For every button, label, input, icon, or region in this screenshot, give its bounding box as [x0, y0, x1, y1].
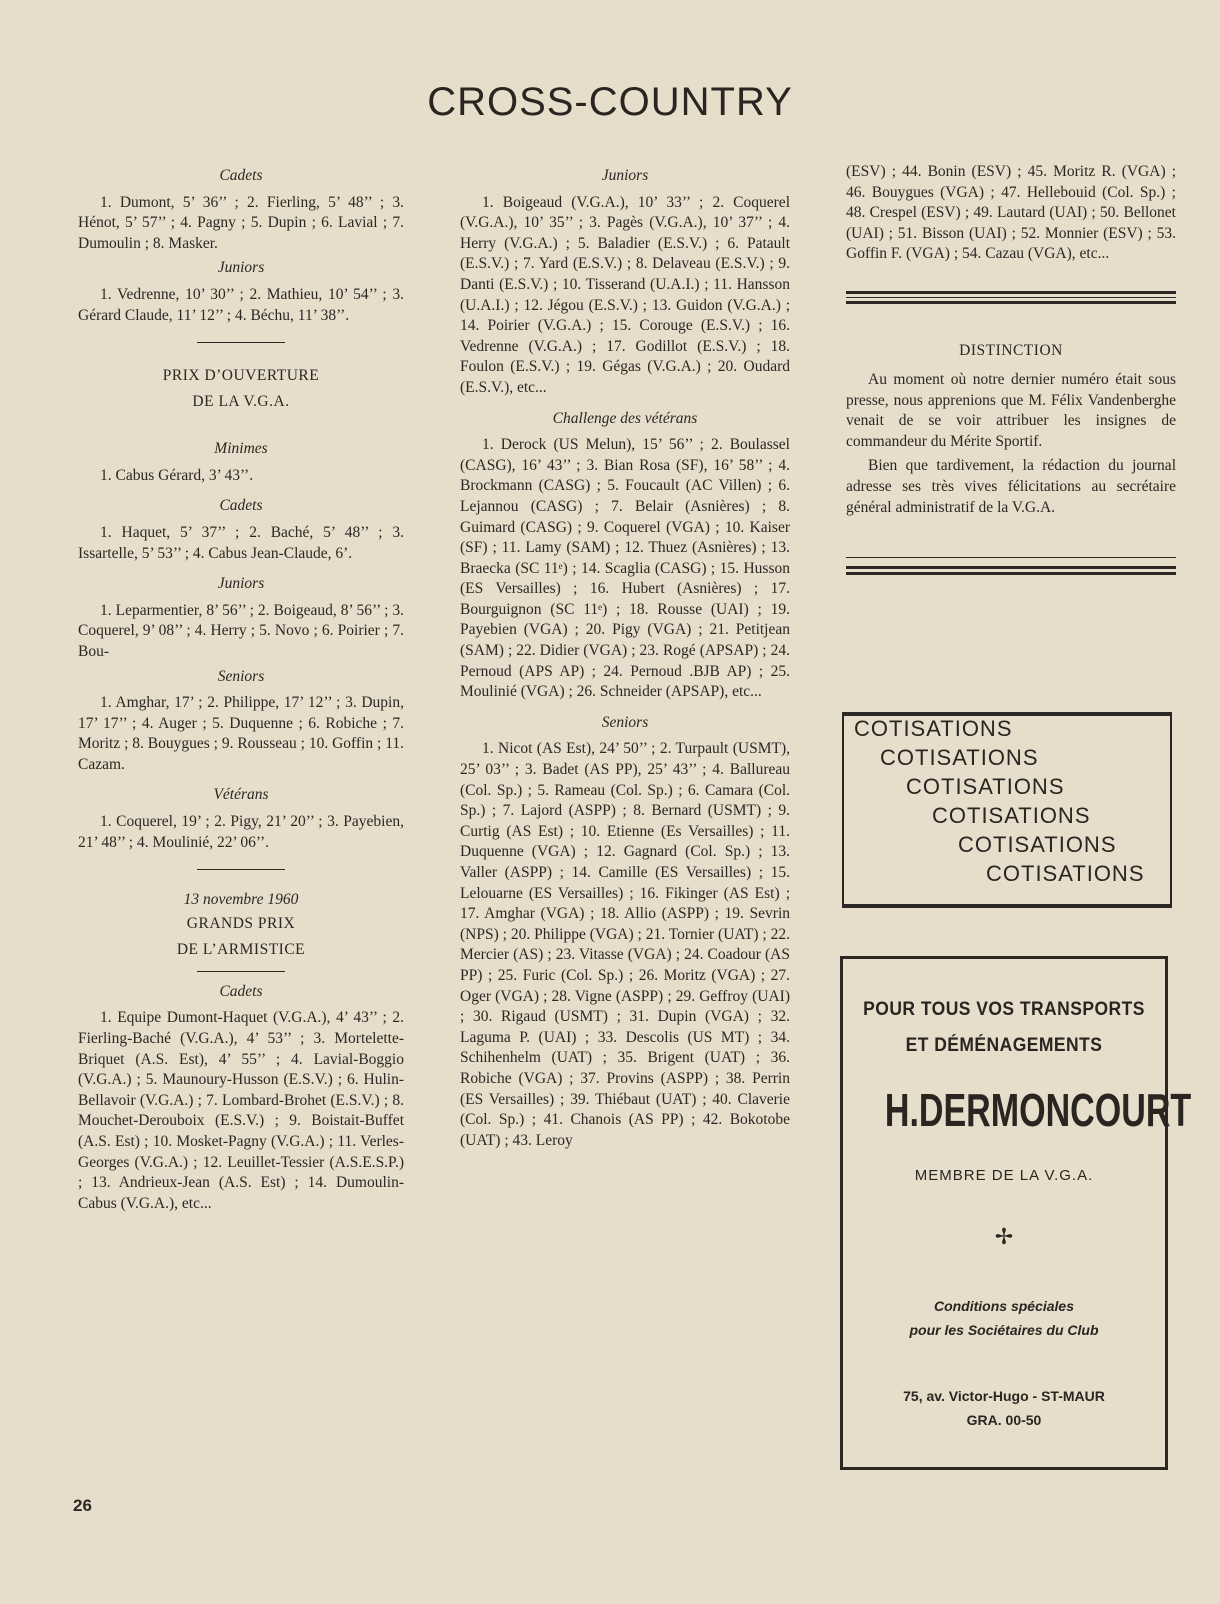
divider [197, 869, 285, 870]
results-paragraph: 1. Coquerel, 19’ ; 2. Pigy, 21’ 20’’ ; 3. Payebien, 21’ 48’’ ; 4. Moulinié, 22’ 06’’. [78, 813, 404, 851]
cotisations-line: COTISATIONS [880, 745, 1039, 770]
cotisations-line: COTISATIONS [958, 832, 1117, 857]
results-paragraph: 1. Nicot (AS Est), 24’ 50’’ ; 2. Turpault (USMT), 25’ 03’’ ; 3. Badet (AS PP), 25’ 43’’ ; 4. Ballureau (Col. Sp.) ; 5. Rameau (Col. Sp.) ; 6. Camara (Col. Sp.) ; 7. Lajord (ASPP) ; 8. Bernard (USMT) ; 9. Curtig (AS Est) ; 10. Etienne (Es Versailles) ; 11. Duquenne (VGA) ; 12. Gagnard (Col. Sp.) ; 13. Valler (ASPP) ; 14. Camille (ES Versailles) ; 15. Lelouarne (ES Versailles) ; 16. Fikinger (AS Est) ; 17. Amghar (VGA) ; 18. Allio (ASPP) ; 19. Sevrin (NPS) ; 20. Philippe (VGA) ; 21. Tornier (UAT) ; 22. Mercier (AS) ; 23. Vitasse (VGA) ; 24. Coadour (AS PP) ; 25. Furic (Col. Sp.) ; 26. Moritz (VGA) ; 27. Oger (VGA) ; 28. Vigne (ASPP) ; 29. Geffroy (UAI) ; 30. Rigaud (USMT) ; 31. Dupin (VGA) ; 32. Laguma P. (UAI) ; 33. Descolis (US MT) ; 34. Schihenhelm (UAT) ; 35. Brigent (UAT) ; 36. Robiche (VGA) ; 37. Provins (ASPP) ; 38. Perrin (ES Versailles) ; 39. Thiébaut (UAT) ; 40. Claverie (Col. Sp.) ; 41. Chanois (AS PP) ; 42. Bokotobe (UAT) ; 43. Leroy [460, 740, 790, 1149]
page-number: 26 [73, 1496, 92, 1515]
event-heading: DE LA V.G.A. [192, 393, 290, 411]
double-rule [846, 557, 1176, 575]
section-heading: Cadets [219, 497, 263, 515]
distinction-paragraph: Au moment où notre dernier numéro était sous presse, nous apprenions que M. Félix Vandenberghe venait de se voir attribuer les insignes de commandeur du Mérite Sportif. [846, 370, 1176, 450]
results-paragraph: 1. Boigeaud (V.G.A.), 10’ 33’’ ; 2. Coquerel (V.G.A.), 10’ 35’’ ; 3. Pagès (V.G.A.), 10’ 37’’ ; 4. Herry (V.G.A.) ; 5. Baladier (E.S.V.) ; 6. Patault (E.S.V.) ; 7. Yard (E.S.V.) ; 8. Delaveau (E.S.V.) ; 9. Danti (E.S.V.) ; 10. Tisserand (U.A.I.) ; 11. Hansson (U.A.I.) ; 12. Jégou (E.S.V.) ; 13. Guidon (V.G.A.) ; 14. Poirier (V.G.A.) ; 15. Corouge (E.S.V.) ; 16. Vedrenne (V.G.A.) ; 17. Godillot (E.S.V.) ; 18. Foulon (E.S.V.) ; 19. Gégas (V.G.A.) ; 20. Oudard (E.S.V.), etc... [460, 193, 790, 396]
results-paragraph: 1. Vedrenne, 10’ 30’’ ; 2. Mathieu, 10’ 54’’ ; 3. Gérard Claude, 11’ 12’’ ; 4. Béchu, 11’ 38’’. [78, 285, 404, 324]
section-heading: Juniors [601, 167, 649, 184]
ad-headline: POUR TOUS VOS TRANSPORTS [863, 999, 1145, 1020]
column-right [846, 162, 1176, 575]
event-date: 13 novembre 1960 [183, 891, 299, 909]
ad-conditions [843, 1294, 1165, 1342]
section-heading: Vétérans [213, 786, 269, 804]
results-paragraph: 1. Cabus Gérard, 3’ 43’’. [100, 466, 254, 484]
column-left [78, 162, 404, 1214]
results-paragraph: 1. Leparmentier, 8’ 56’’ ; 2. Boigeaud, 8’ 56’’ ; 3. Coquerel, 9’ 08’’ ; 4. Herry ; 5. Novo ; 6. Poirier ; 7. Bou- [78, 601, 404, 660]
section-heading: Seniors [601, 713, 649, 731]
ad-address [843, 1384, 1165, 1432]
ad-headline: ET DÉMÉNAGEMENTS [905, 1035, 1103, 1056]
results-paragraph: 1. Haquet, 5’ 37’’ ; 2. Baché, 5’ 48’’ ; 3. Issartelle, 5’ 53’’ ; 4. Cabus Jean-Claude, 6’. [78, 523, 404, 562]
ad-conditions-line: pour les Sociétaires du Club [909, 1322, 1099, 1338]
section-heading: Juniors [217, 259, 265, 277]
event-heading: PRIX D’OUVERTURE [162, 367, 320, 385]
results-paragraph: 1. Derock (US Melun), 15’ 56’’ ; 2. Boulassel (CASG), 16’ 43’’ ; 3. Bian Rosa (SF), 16’ 58’’ ; 4. Brockmann (CASG) ; 5. Foucault (AC Villen) ; 6. Lejannou (CASG) ; 7. Belair (Asnières) ; 8. Guimard (CASG) ; 9. Coquerel (VGA) ; 10. Kaiser (SF) ; 11. Lamy (SAM) ; 12. Thuez (Asnières) ; 13. Braecka (SC 11ᵉ) ; 14. Scaglia (CASG) ; 15. Husson (ES Versailles) ; 16. Hubert (Asnières) ; 17. Bourguignon (SC 11ᵉ) ; 18. Rousse (UAI) ; 19. Payebien (VGA) ; 20. Pigy (VGA) ; 21. Petitjean (SAM) ; 22. Didier (VGA) ; 23. Rogé (APSAP) ; 24. Pernoud (APS AP) ; 24. Pernoud .BJB AP) ; 25. Moulinié (VGA) ; 26. Schneider (APSAP), etc... [460, 436, 790, 701]
column-middle [460, 162, 790, 1151]
event-heading: DE L’ARMISTICE [176, 940, 306, 958]
divider [197, 342, 285, 343]
ad-phone: GRA. 00-50 [966, 1412, 1042, 1428]
distinction-title: DISTINCTION [959, 341, 1063, 359]
section-heading: Juniors [217, 575, 265, 593]
ad-membership: MEMBRE DE LA V.G.A. [914, 1167, 1094, 1184]
ad-address-line: 75, av. Victor-Hugo - ST-MAUR [903, 1388, 1105, 1404]
divider [197, 971, 285, 972]
cotisations-line: COTISATIONS [906, 774, 1065, 799]
section-heading: Seniors [217, 667, 265, 685]
cotisations-line: COTISATIONS [986, 861, 1145, 886]
double-rule [846, 291, 1176, 304]
section-heading: Cadets [219, 982, 263, 1000]
results-paragraph: (ESV) ; 44. Bonin (ESV) ; 45. Moritz R. (VGA) ; 46. Bouygues (VGA) ; 47. Hellebouid (Col. Sp.) ; 48. Crespel (ESV) ; 49. Lautard (UAI) ; 50. Bellonet (UAI) ; 51. Bisson (UAI) ; 52. Monnier (ESV) ; 53. Goffin F. (VGA) ; 54. Cazau (VGA), etc... [846, 163, 1176, 263]
ad-company-name: H.DERMONCOURT [884, 1084, 1192, 1136]
cotisations-line: COTISATIONS [932, 803, 1091, 828]
section-heading: Minimes [214, 440, 268, 458]
results-paragraph: 1. Dumont, 5’ 36’’ ; 2. Fierling, 5’ 48’’ ; 3. Hénot, 5’ 57’’ ; 4. Pagny ; 5. Dupin ; 6. Lavial ; 7. Dumoulin ; 8. Masker. [78, 193, 404, 252]
ad-conditions-line: Conditions spéciales [933, 1298, 1075, 1314]
event-heading: GRANDS PRIX [186, 914, 296, 932]
results-paragraph: 1. Equipe Dumont-Haquet (V.G.A.), 4’ 43’’ ; 2. Fierling-Baché (V.G.A.), 4’ 53’’ ; 3. Mortelette-Briquet (A.S. Est), 4’ 55’’ ; 4. Lavial-Boggio (V.G.A.) ; 5. Maunoury-Husson (E.S.V.) ; 6. Hulin-Bellavoir (V.G.A.) ; 7. Lombard-Brohet (E.S.V.) ; 8. Mouchet-Derouboix (E.S.V.) ; 9. Boistait-Buffet (A.S. Est) ; 10. Mosket-Pagny (V.G.A.) ; 11. Verles-Georges (V.G.A.) ; 12. Leuillet-Tessier (A.S.E.S.P.) ; 13. Andrieux-Jean (A.S. Est) ; 14. Dumoulin-Cabus (V.G.A.), etc... [78, 1009, 404, 1212]
distinction-paragraph: Bien que tardivement, la rédaction du journal adresse ses très vives félicitations au secrétaire général administratif de la V.G.A. [846, 457, 1176, 516]
section-heading: Challenge des vétérans [552, 409, 698, 427]
cotisations-box [842, 712, 1172, 908]
advertisement [840, 956, 1192, 1470]
results-paragraph: 1. Amghar, 17’ ; 2. Philippe, 17’ 12’’ ; 3. Dupin, 17’ 17’’ ; 4. Auger ; 5. Duquenne ; 6. Robiche ; 7. Moritz ; 8. Bouygues ; 9. Rousseau ; 10. Goffin ; 11. Cazam. [78, 694, 404, 773]
page-title: CROSS-COUNTRY [427, 80, 793, 124]
section-heading: Cadets [219, 167, 263, 184]
ornament-icon: ✢ [994, 1224, 1014, 1249]
cotisations-line: COTISATIONS [854, 716, 1013, 741]
